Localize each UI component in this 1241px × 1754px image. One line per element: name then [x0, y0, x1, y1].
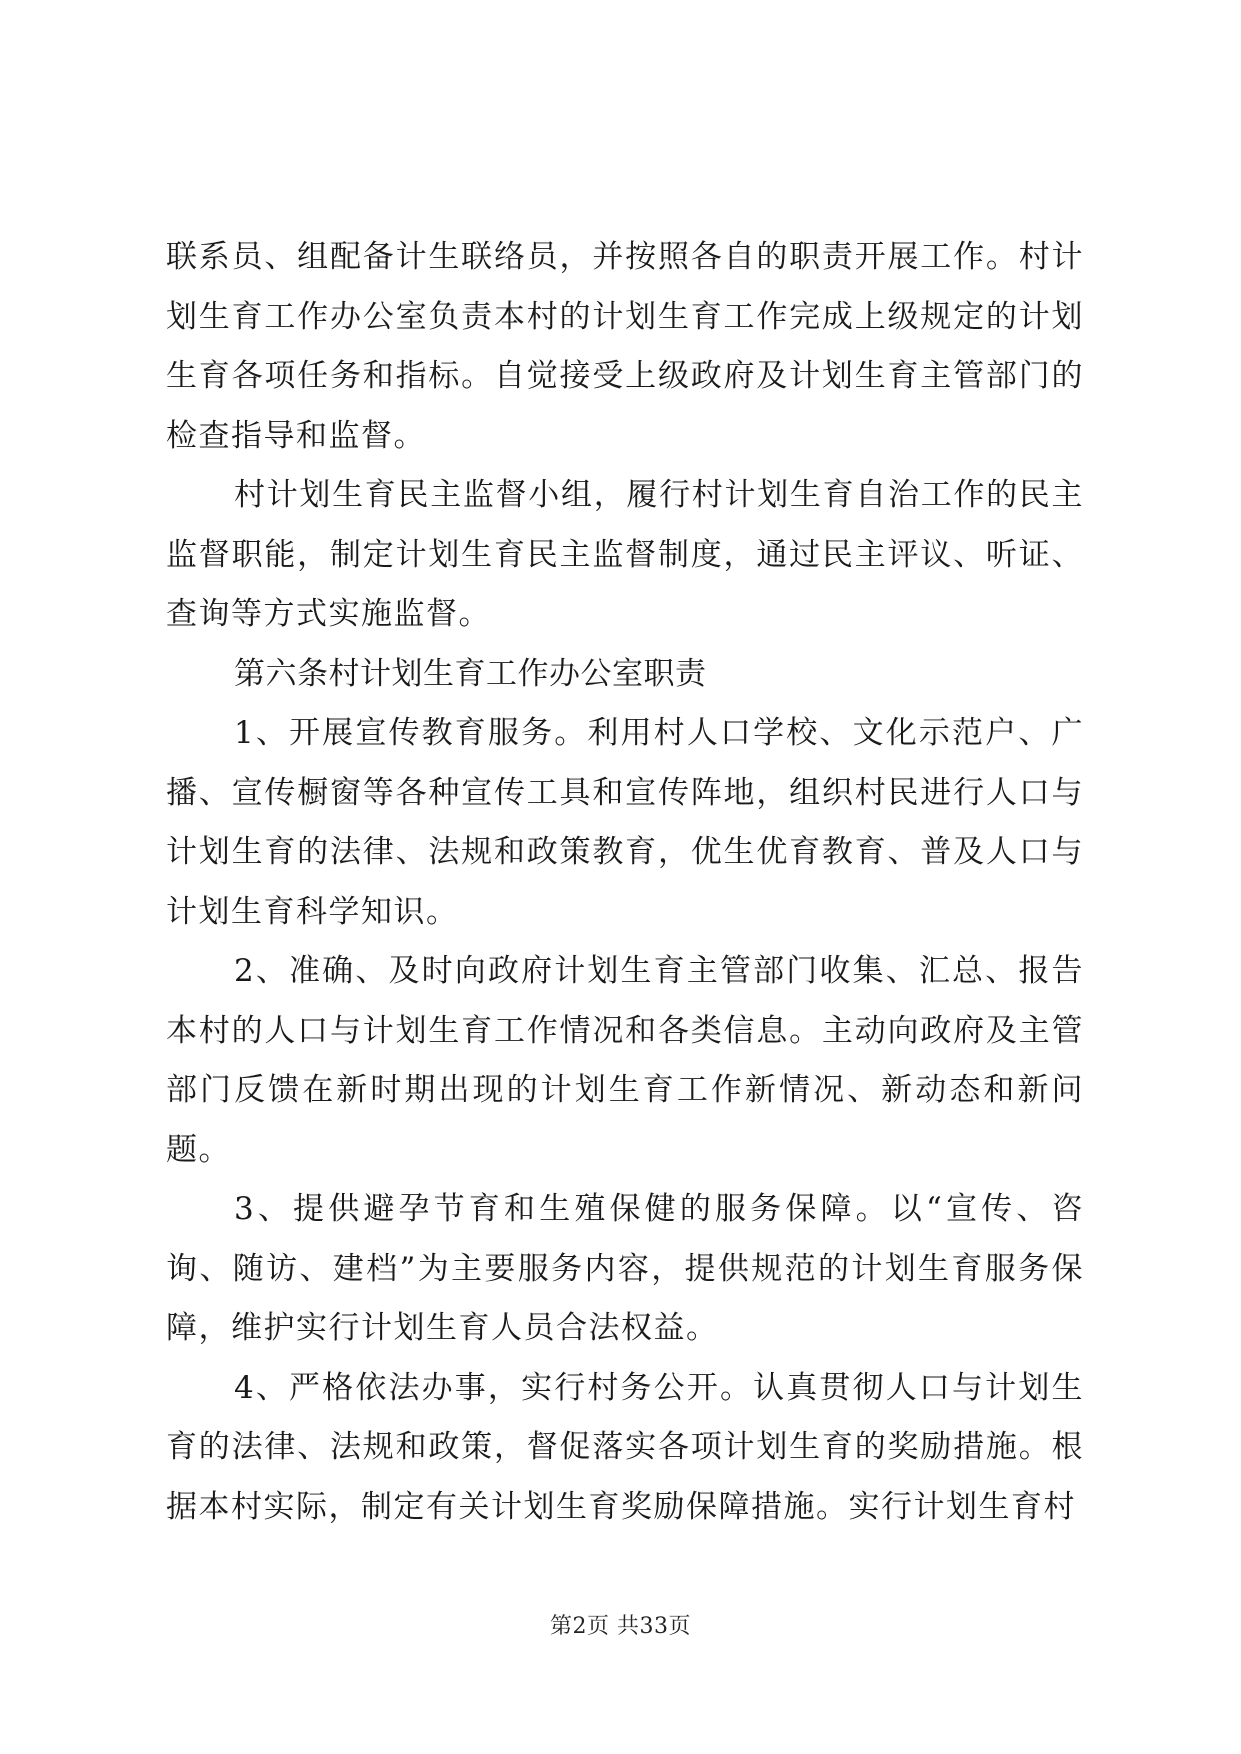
document-body: [166, 228, 1084, 1537]
paragraph-continued-duties: 联系员、组配备计生联络员，并按照各自的职责开展工作。村计划生育工作办公室负责本村的计划生育工作完成上级规定的计划生育各项任务和指标。自觉接受上级政府及计划生育主管部门的检查指导和监督。: [166, 239, 1084, 454]
paragraph-item-2: 2、准确、及时向政府计划生育主管部门收集、汇总、报告本村的人口与计划生育工作情况和各类信息。主动向政府及主管部门反馈在新时期出现的计划生育工作新情况、新动态和新问题。: [166, 953, 1084, 1168]
paragraph-item-3: 3、提供避孕节育和生殖保健的服务保障。以“宣传、咨询、随访、建档”为主要服务内容，提供规范的计划生育服务保障，维护实行计划生育人员合法权益。: [166, 1191, 1084, 1346]
section-heading-article-six: 第六条村计划生育工作办公室职责: [234, 655, 707, 692]
paragraph-item-4: 4、严格依法办事，实行村务公开。认真贯彻人口与计划生育的法律、法规和政策，督促落实各项计划生育的奖励措施。根据本村实际，制定有关计划生育奖励保障措施。实行计划生育村: [166, 1369, 1084, 1525]
page-number-footer: 第2页 共33页: [550, 1614, 691, 1639]
paragraph-democratic-supervision: 村计划生育民主监督小组，履行村计划生育自治工作的民主监督职能，制定计划生育民主监督制度，通过民主评议、听证、查询等方式实施监督。: [166, 477, 1084, 632]
paragraph-item-1: 1、开展宣传教育服务。利用村人口学校、文化示范户、广播、宣传橱窗等各种宣传工具和宣传阵地，组织村民进行人口与计划生育的法律、法规和政策教育，优生优育教育、普及人口与计划生育科学知识。: [166, 715, 1084, 930]
